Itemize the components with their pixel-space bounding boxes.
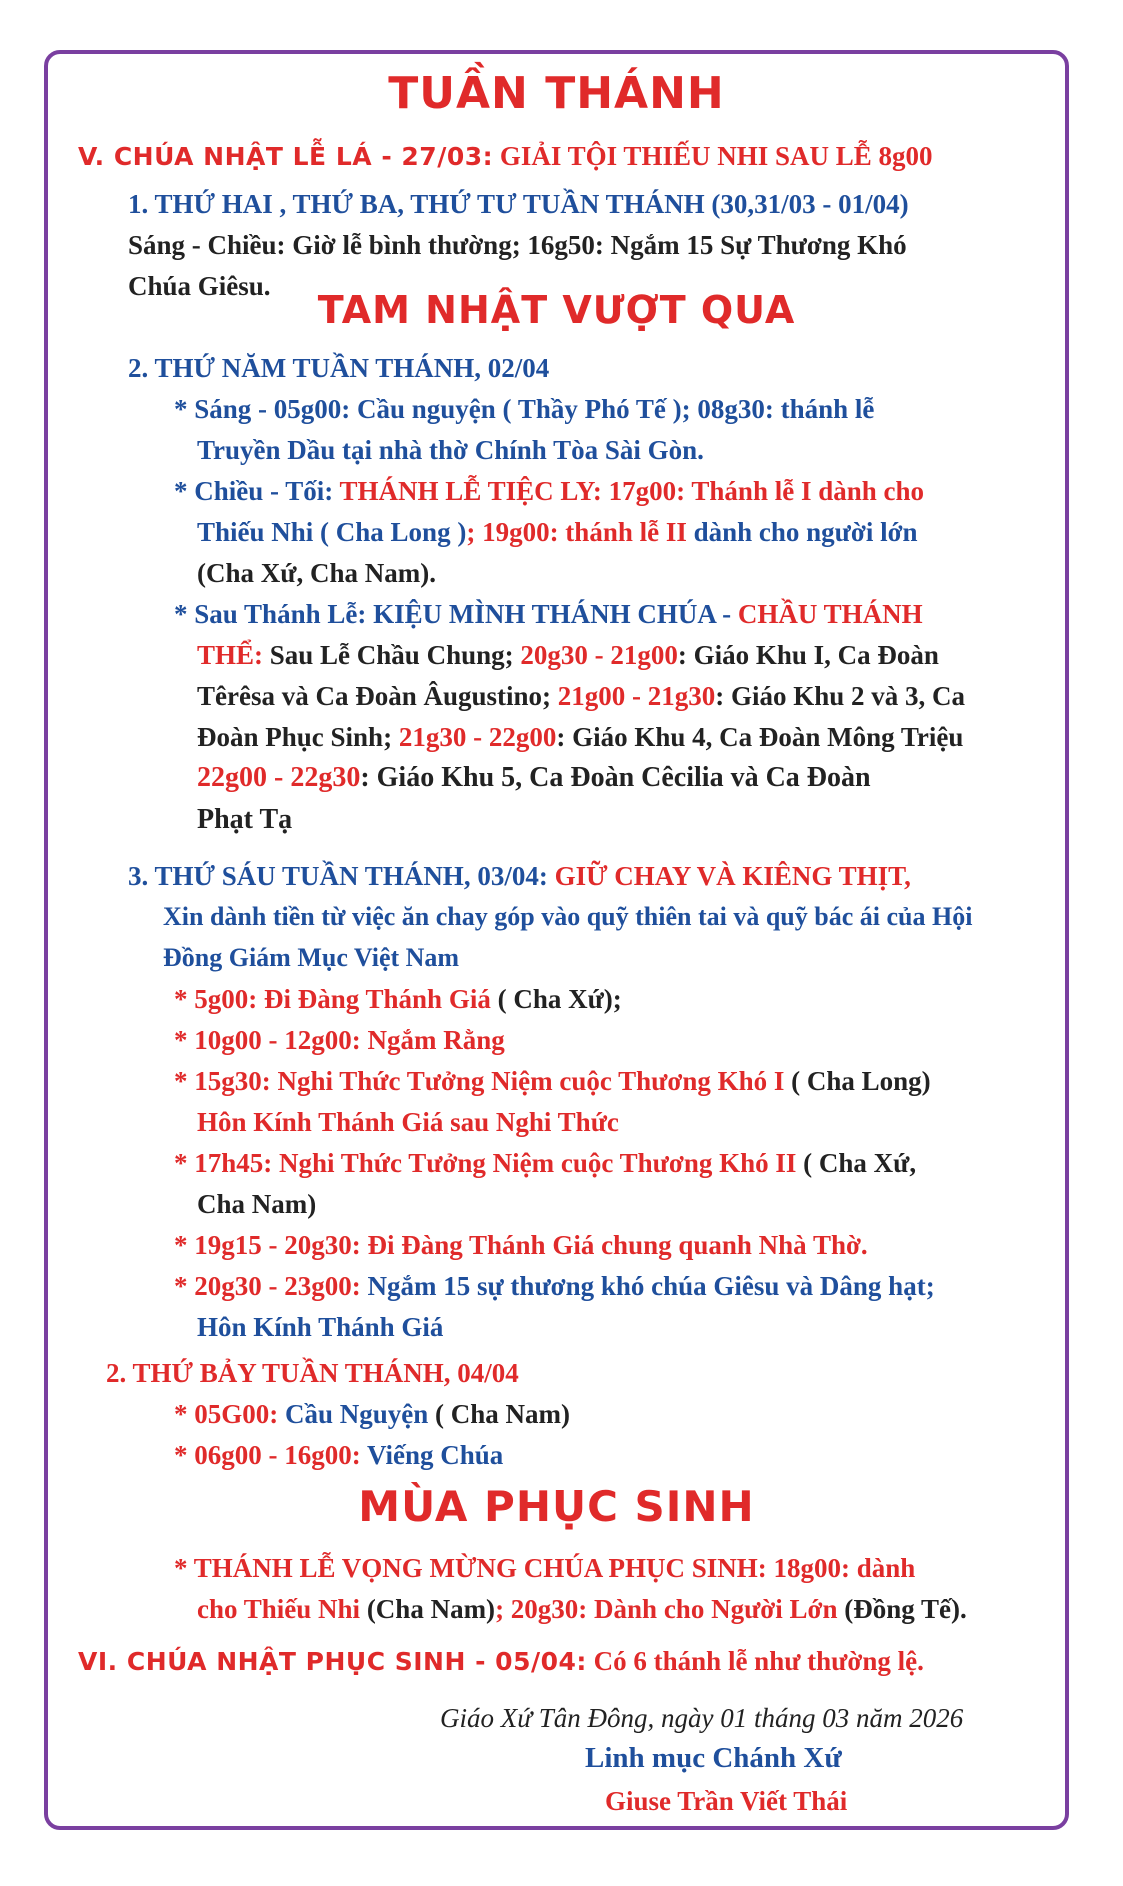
item-2-c-line-5 [197, 758, 871, 798]
item-5-line-2 [197, 1589, 967, 1629]
item-1-heading: 1. THỨ HAI , THỨ BA, THỨ TƯ TUẦN THÁNH (30,31/03 - 01/04) [128, 189, 909, 219]
text-span: : Giáo Khu 5, Ca Đoàn Cêcilia và Ca Đoàn [360, 762, 871, 793]
section-vi-line [78, 1641, 924, 1682]
text-span: GIỮ CHAY VÀ KIÊNG THỊT, [554, 861, 911, 891]
text-span: 20g30 - 21g00 [520, 640, 678, 670]
footer-place-date: Giáo Xứ Tân Đông, ngày 01 tháng 03 năm 2026 [440, 1703, 964, 1733]
item-2-c-line-2 [197, 635, 939, 675]
text-span: 21g00 - 21g30 [557, 681, 716, 711]
text-span: Đoàn Phục Sinh; [197, 722, 399, 752]
text-span: THỂ: [197, 640, 264, 670]
text-span: Thiếu Nhi ( Cha Long ) [197, 517, 467, 547]
text-span: Cầu Nguyện [285, 1399, 429, 1429]
text-span: ( Cha Long) [784, 1066, 931, 1096]
item-2-b-line-1 [174, 471, 924, 511]
item-3-e1 [174, 979, 622, 1019]
text-span: * Chiều - Tối: [174, 476, 340, 506]
item-3-heading [128, 856, 911, 896]
title-mua-phuc-sinh: MÙA PHỤC SINH [358, 1482, 755, 1531]
text-span: Têrêsa và Ca Đoàn Âugustino; [197, 681, 558, 711]
title-tam-nhat: TAM NHẬT VƯỢT QUA [317, 288, 796, 332]
text-span: CHẦU THÁNH [737, 599, 923, 629]
item-3-note-line-2: Đồng Giám Mục Việt Nam [163, 943, 460, 972]
text-span: (Cha Nam) [360, 1594, 496, 1624]
section-v-line [78, 136, 933, 177]
text-span: Ngắm 15 sự thương khó chúa Giêsu và Dâng hạt; [367, 1271, 935, 1301]
footer-signer-name: Giuse Trần Viết Thái [605, 1786, 848, 1816]
item-2-a-line-1: * Sáng - 05g00: Cầu nguyện ( Thầy Phó Tế ); 08g30: thánh lễ [174, 394, 875, 424]
text-span: 22g00 - 22g30 [197, 762, 361, 793]
title-tuan-thanh: TUẦN THÁNH [388, 68, 725, 119]
text-span: cho Thiếu Nhi [197, 1594, 361, 1624]
text-span: THÁNH LỄ TIỆC LY: 17g00: Thánh lễ I dành cho [339, 476, 925, 506]
section-v-label: V. CHÚA NHẬT LỄ LÁ - 27/03: [78, 142, 494, 171]
item-3-e4-line-1 [174, 1143, 916, 1183]
text-span: 3. THỨ SÁU TUẦN THÁNH, 03/04: [128, 861, 555, 891]
text-span: : Giáo Khu 2 và 3, Ca [715, 681, 966, 711]
text-span: Viếng Chúa [367, 1440, 504, 1470]
text-span: dành cho người lớn [686, 517, 918, 547]
item-3-e5: * 19g15 - 20g30: Đi Đàng Thánh Giá chung quanh Nhà Thờ. [174, 1230, 868, 1260]
text-span: * Sau Thánh Lễ: KIỆU MÌNH THÁNH CHÚA - [174, 599, 738, 629]
item-3-e4-line-2: Cha Nam) [197, 1189, 317, 1219]
text-span: ( Cha Xứ); [490, 984, 622, 1014]
item-1-line-2: Chúa Giêsu. [128, 271, 271, 301]
text-span: * 20g30 - 23g00: [174, 1271, 368, 1301]
item-3-e6-line-2: Hôn Kính Thánh Giá [197, 1312, 444, 1342]
text-span: (Đồng Tế). [837, 1594, 967, 1624]
item-3-note-line-1: Xin dành tiền từ việc ăn chay góp vào quỹ thiên tai và quỹ bác ái của Hội [163, 902, 973, 931]
text-span: 21g30 - 22g00 [398, 722, 557, 752]
section-vi-label: VI. CHÚA NHẬT PHỤC SINH - 05/04: [78, 1647, 587, 1676]
item-2-c-line-4 [197, 717, 963, 757]
text-span: ( Cha Nam) [428, 1399, 571, 1429]
item-3-e3-line-1 [174, 1061, 931, 1101]
item-2-a-line-2: Truyền Dầu tại nhà thờ Chính Tòa Sài Gòn. [197, 435, 704, 465]
section-v-text: GIẢI TỘI THIẾU NHI SAU LỄ 8g00 [493, 141, 933, 171]
item-3-e3-line-2: Hôn Kính Thánh Giá sau Nghi Thức [197, 1107, 619, 1137]
item-2-heading: 2. THỨ NĂM TUẦN THÁNH, 02/04 [128, 353, 550, 383]
text-span: * 05G00: [174, 1399, 285, 1429]
item-4-heading: 2. THỨ BẢY TUẦN THÁNH, 04/04 [106, 1358, 519, 1388]
text-span: : Giáo Khu 4, Ca Đoàn Mông Triệu [556, 722, 964, 752]
text-span: * 17h45: Nghi Thức Tưởng Niệm cuộc Thương Khó II [174, 1148, 797, 1178]
item-2-b-line-3: (Cha Xứ, Cha Nam). [197, 558, 436, 588]
text-span: Sau Lễ Chầu Chung; [263, 640, 521, 670]
item-2-c-line-3 [197, 676, 965, 716]
text-span: ( Cha Xứ, [796, 1148, 917, 1178]
text-span: ; 19g00: thánh lễ II [466, 517, 687, 547]
item-4-f1 [174, 1394, 570, 1434]
footer-role: Linh mục Chánh Xứ [585, 1742, 842, 1774]
item-3-e6-line-1 [174, 1266, 935, 1306]
text-span: * 15g30: Nghi Thức Tưởng Niệm cuộc Thương Khó I [174, 1066, 785, 1096]
item-4-f2 [174, 1435, 503, 1475]
item-2-c-line-6: Phạt Tạ [197, 804, 293, 835]
text-span: * 5g00: Đi Đàng Thánh Giá [174, 984, 491, 1014]
item-2-c-line-1 [174, 594, 923, 634]
text-span: : Giáo Khu I, Ca Đoàn [677, 640, 939, 670]
item-1-line-1: Sáng - Chiều: Giờ lễ bình thường; 16g50: Ngắm 15 Sự Thương Khó [128, 230, 907, 260]
item-3-e2: * 10g00 - 12g00: Ngắm Rằng [174, 1025, 505, 1055]
item-2-b-line-2 [197, 512, 918, 552]
text-span: * 06g00 - 16g00: [174, 1440, 367, 1470]
section-vi-text: Có 6 thánh lễ như thường lệ. [586, 1646, 924, 1676]
item-5-line-1: * THÁNH LỄ VỌNG MỪNG CHÚA PHỤC SINH: 18g00: dành [174, 1553, 916, 1583]
text-span: ; 20g30: Dành cho Người Lớn [495, 1594, 838, 1624]
